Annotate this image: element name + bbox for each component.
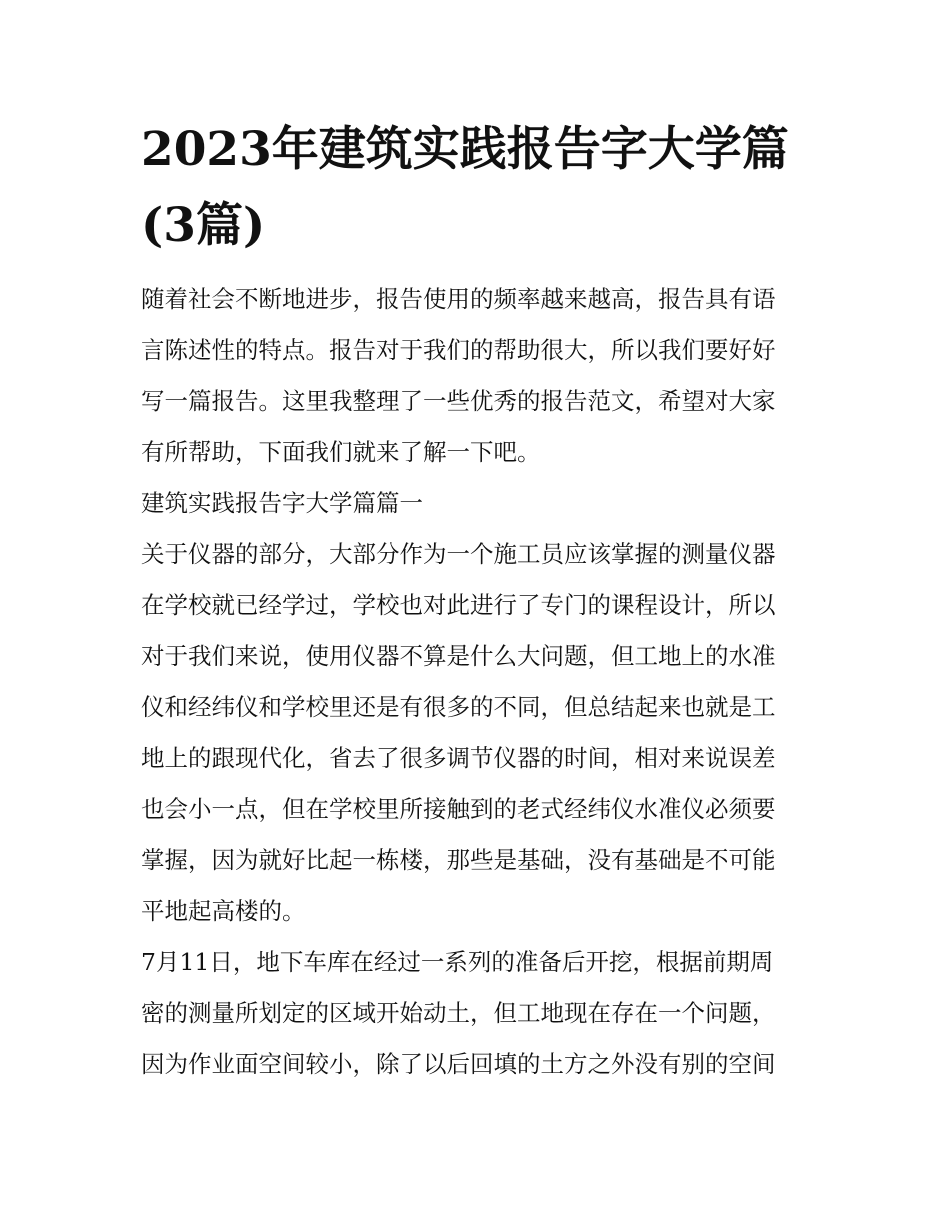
paragraph-line: 仪和经纬仪和学校里还是有很多的不同，但总结起来也就是工 (141, 693, 776, 721)
section-heading: 建筑实践报告字大学篇篇一 (141, 489, 423, 517)
paragraph-line: 因为作业面空间较小，除了以后回填的土方之外没有别的空间 (141, 1050, 776, 1078)
paragraph-line: 密的测量所划定的区域开始动土，但工地现在存在一个问题， (141, 999, 776, 1027)
paragraph-line: 在学校就已经学过，学校也对此进行了专门的课程设计，所以 (141, 591, 776, 619)
intro-line: 随着社会不断地进步，报告使用的频率越来越高，报告具有语 (141, 285, 776, 313)
title-line-1: 2023年建筑实践报告字大学篇 (141, 122, 789, 177)
intro-paragraph (141, 274, 813, 478)
intro-line: 写一篇报告。这里我整理了一些优秀的报告范文，希望对大家 (141, 387, 776, 415)
title-line-2: (3篇) (141, 198, 266, 253)
paragraph-line: 7月11日，地下车库在经过一系列的准备后开挖，根据前期周 (141, 948, 774, 976)
intro-line: 言陈述性的特点。报告对于我们的帮助很大，所以我们要好好 (141, 336, 776, 364)
document-title (141, 112, 813, 264)
document-page (141, 112, 813, 1090)
paragraph-line: 地上的跟现代化，省去了很多调节仪器的时间，相对来说误差 (141, 744, 776, 772)
intro-line: 有所帮助，下面我们就来了解一下吧。 (141, 438, 541, 466)
body-paragraph-1 (141, 529, 813, 937)
body-paragraph-2 (141, 937, 813, 1090)
paragraph-line: 对于我们来说，使用仪器不算是什么大问题，但工地上的水准 (141, 642, 776, 670)
paragraph-line: 掌握，因为就好比起一栋楼，那些是基础，没有基础是不可能 (141, 846, 776, 874)
paragraph-line: 关于仪器的部分，大部分作为一个施工员应该掌握的测量仪器 (141, 540, 776, 568)
paragraph-line: 平地起高楼的。 (141, 897, 306, 925)
paragraph-line: 也会小一点，但在学校里所接触到的老式经纬仪水准仪必须要 (141, 795, 776, 823)
